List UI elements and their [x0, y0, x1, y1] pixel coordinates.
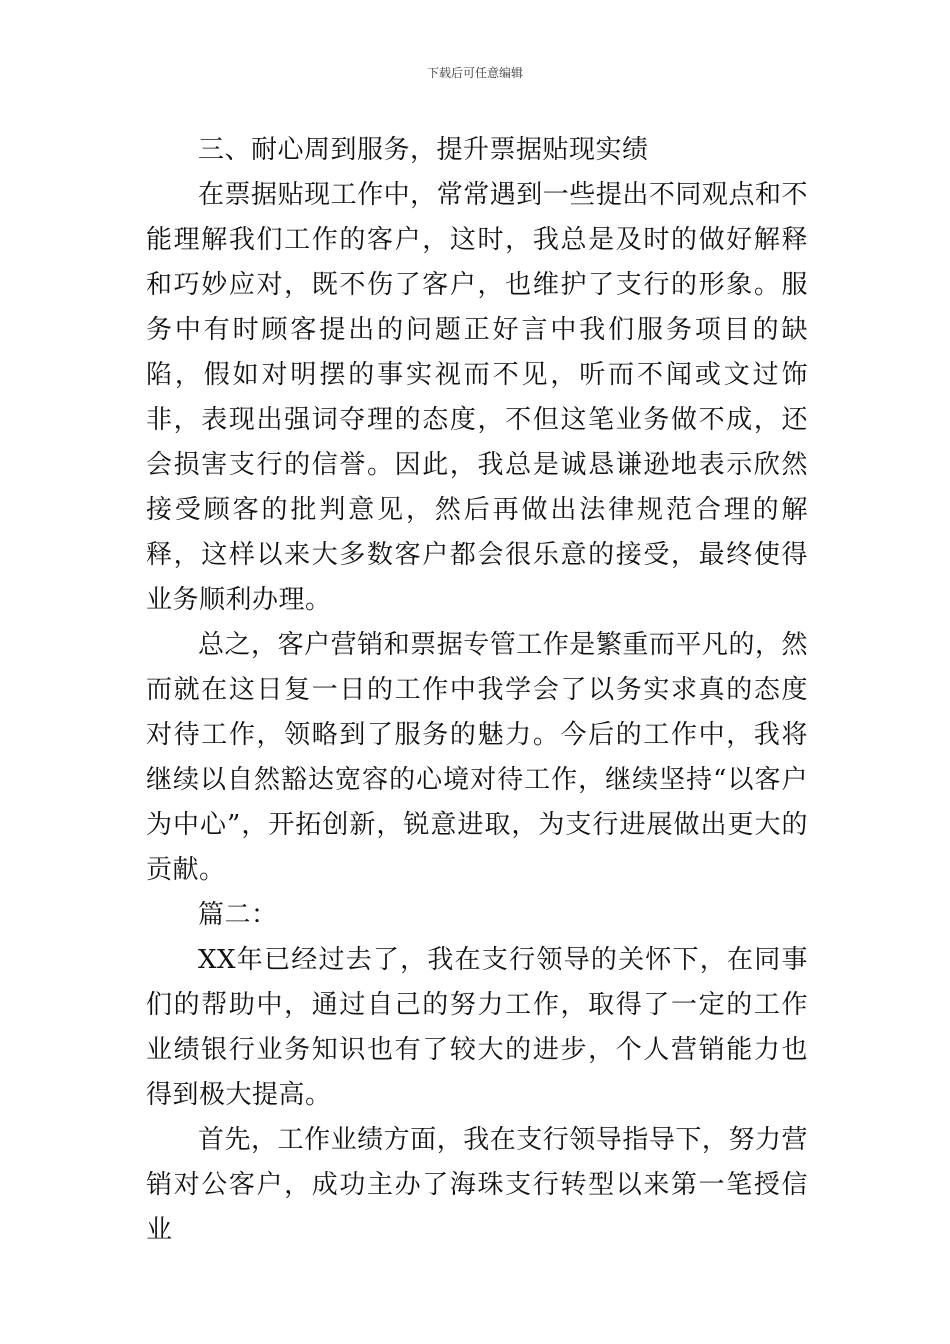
paragraph: 首先，工作业绩方面，我在支行领导指导下，努力营销对公客户，成功主办了海珠支行转型以来第一笔授信业: [146, 1125, 808, 1245]
paragraph: 在票据贴现工作中，常常遇到一些提出不同观点和不能理解我们工作的客户，这时，我总是及时的做好解释和巧妙应对，既不伤了客户，也维护了支行的形象。服务中有时顾客提出的问题正好言中我们服务项目的缺陷，假如对明摆的事实视而不见，听而不闻或文过饰非，表现出强词夺理的态度，不但这笔业务做不成，还会损害支行的信誉。因此，我总是诚恳谦逊地表示欣然接受顾客的批判意见，然后再做出法律规范合理的解释，这样以来大多数客户都会很乐意的接受，最终使得业务顺利办理。: [146, 180, 808, 615]
paragraph: 总之，客户营销和票据专管工作是繁重而平凡的，然而就在这日复一日的工作中我学会了以务实求真的态度对待工作，领略到了服务的魅力。今后的工作中，我将继续以自然豁达宽容的心境对待工作，继续坚持“以客户为中心”，开拓创新，锐意进取，为支行进展做出更大的贡献。: [146, 630, 808, 885]
page-header: 下载后可任意编辑: [426, 66, 523, 80]
document-body: [146, 128, 808, 1253]
chapter-label: 篇二：: [198, 900, 278, 930]
paragraph: XX年已经过去了，我在支行领导的关怀下，在同事们的帮助中，通过自己的努力工作，取得了一定的工作业绩银行业务知识也有了较大的进步，个人营销能力也得到极大提高。: [146, 945, 808, 1110]
section-heading: 三、耐心周到服务，提升票据贴现实绩: [198, 135, 649, 165]
